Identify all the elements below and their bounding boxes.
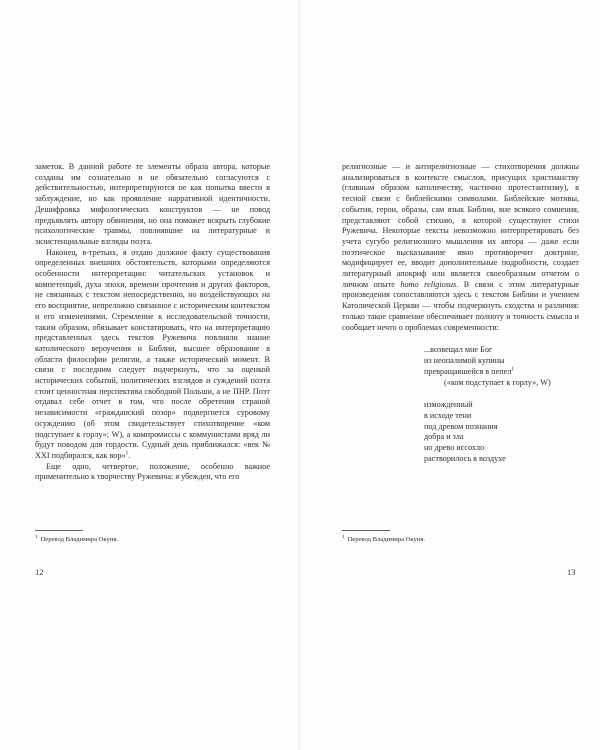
poem-line: растворилось в воздухе: [424, 454, 506, 464]
paragraph-text: . В связи с этим литературные произведения сопоставляются здесь с текстом Библии и учением Католической Церкви — чтобы подчеркнуть сходства и различия: только такое сравнение обеспечивает полноту и точность смысла и сообщает нечто о проблемах современности:: [342, 279, 579, 332]
footnote-ref: 1: [125, 450, 129, 457]
right-page: [300, 0, 600, 750]
poem-line: из неопалимой купины: [424, 356, 505, 366]
italic-term: homo religiosus: [400, 279, 457, 289]
poem-line: изможденный: [424, 399, 473, 409]
poem-line: но древо иссохло: [424, 443, 485, 453]
stanza-gap: [424, 389, 579, 400]
page-number: 13: [567, 567, 576, 577]
footnote-text: Перевод Владимира Окуня.: [347, 536, 426, 543]
paragraph-text: религиозные — и антирелигиозные — стихотворения должны анализироваться в контексте смыслов, присущих христианству (главным образом католичеству, частично протестантизму), в тесной связи с библейскими символами. Библейские мотивы, события, герои, образы, сам язык Библии, вне всякого сомнения, представляют собой стихию, в которой существуют стихи Ружевича. Некоторые тексты невозможно интерпретировать без учета сугубо религиозного мышления их автора — даже если поэтическое высказывание явно противоречит доктрине, модифицирует ее, вводит дополнительные подробности, создает литературный апокриф или является своеобразным отчетом о личном опыте: [342, 162, 579, 289]
footnote: [35, 536, 118, 544]
poem-source: («ком подступает к горлу», W): [444, 377, 551, 387]
paragraph: [342, 162, 579, 333]
footnote-text: Перевод Владимира Окуня.: [40, 536, 119, 543]
footnote-ref: 1: [511, 366, 515, 373]
poem-quote: [424, 345, 579, 465]
left-text-column: [35, 162, 270, 483]
footnote-rule: [342, 530, 390, 531]
poem-line: добра и зла: [424, 432, 464, 442]
paragraph: Еще одно, четвертое, положение, особенно важное применительно к творчеству Ружевича: я убежден, что его: [35, 461, 270, 482]
paragraph: [35, 248, 270, 462]
footnote-mark: 1: [35, 534, 38, 540]
paragraph: заметок. В данной работе те элементы образа автора, которые созданы им сознательно и не обязательно согласуются с действительностью, интерпретируются не как попытка ввести в заблуждение, но как проявление нарративной идентичности. Дешифровка мифологических конструктов — не повод предъявлять автору обвинения, но она поможет вскрыть глубокие психологические травмы, повлиявшие на литературные и экзистенциальные взгляды поэта.: [35, 162, 270, 246]
footnote-mark: 1: [342, 534, 345, 540]
paragraph-text: Наконец, в-третьих, я отдаю должное факту существования определенных внешних обстоятельств, которыми определяются особенности интерпретации: читательских установок и компетенций, духа эпохи, времени прочтения и других факторов, не связанных с текстом непосредственно, но воздействующих на его восприятие, непреложно связанное с историческим контекстом и его изменениями. Стремление к исследовательской точности, таким образом, обязывает констатировать, что на интерпретацию представленных здесь текстов Ружевича повлияли знание католического вероучения и Библии, высшее образование в области философии религии, а также исторический момент. В связи с последним следует подчеркнуть, что за оценкой исторических событий, политических взглядов и суждений поэта стоит ценностная перспектива свободной Польши, а не ПНР. Поэт отдавал себе отчет в том, что после обретения страной независимости «гражданский позор» подвергнется суровому осуждению (об этом свидетельствует стихотворение «ком подступает к горлу»; W), а компромиссы с коммунистами вряд ли будут поводом для гордости. Судный день приближался: «век № XXI подбирался, как вор»: [35, 247, 270, 460]
footnote-rule: [35, 530, 83, 531]
poem-line-text: превращавшейся в пепел: [424, 367, 512, 377]
poem-line: в исходе тени: [424, 410, 472, 420]
paragraph-end: .: [128, 450, 131, 460]
poem-line: ...возвещал мне Бог: [424, 345, 493, 355]
poem-line: под древом познания: [424, 421, 498, 431]
poem-line: [424, 367, 579, 378]
right-text-column: [342, 162, 579, 465]
page-number: 12: [35, 567, 44, 577]
footnote: [342, 536, 425, 544]
